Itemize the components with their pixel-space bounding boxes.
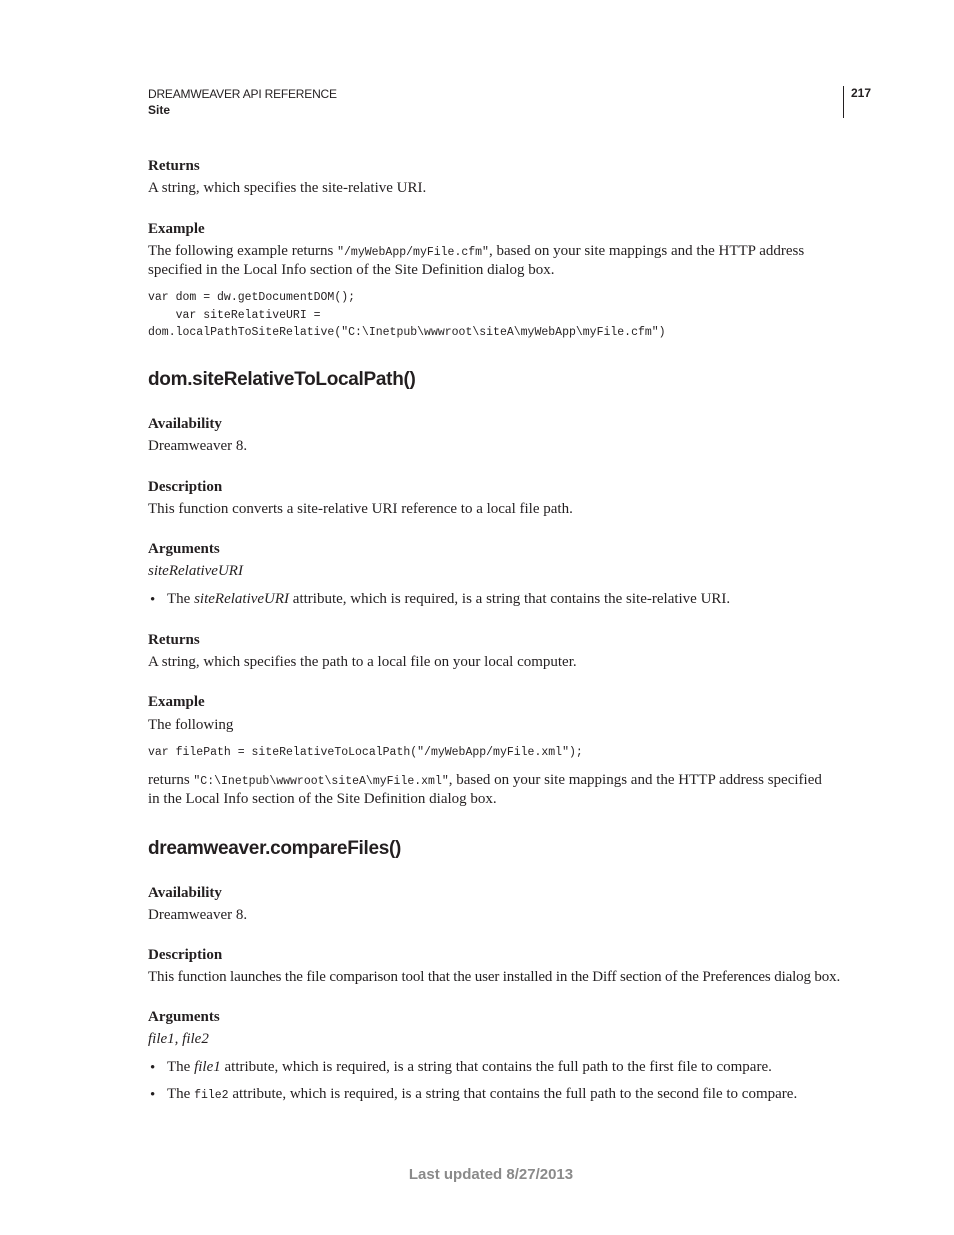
bullet-marker: • [150, 592, 156, 608]
description-text: This function converts a site-relative URI reference to a local file path. [148, 501, 573, 517]
bullet-item [167, 1086, 797, 1103]
availability-text: Dreamweaver 8. [148, 438, 248, 454]
bullet-item [167, 591, 730, 608]
section-heading: dreamweaver.compareFiles() [148, 838, 402, 859]
arguments-label: Arguments [148, 541, 220, 557]
example-result-line2: in the Local Info section of the Site Definition dialog box. [148, 791, 497, 807]
footer-last-updated: Last updated 8/27/2013 [408, 1166, 574, 1183]
running-header-section: Site [148, 103, 171, 117]
result-text-b: , based on your site mappings and the HTTP address specified [448, 772, 822, 788]
running-header-title: DREAMWEAVER API REFERENCE [148, 87, 337, 101]
bullet-text-a: The [167, 1086, 195, 1102]
example-paragraph-line2: specified in the Local Info section of the Site Definition dialog box. [148, 262, 555, 278]
example-text-b: , based on your site mappings and the HTTP address [488, 243, 805, 259]
example-inline-code: "/myWebApp/myFile.cfm" [337, 246, 489, 259]
availability-text: Dreamweaver 8. [148, 907, 248, 923]
bullet-marker: • [150, 1087, 156, 1103]
page-number: 217 [851, 86, 872, 100]
returns-text: A string, which specifies the site-relative URI. [148, 180, 427, 196]
bullet-text-a: The [167, 591, 195, 607]
availability-label: Availability [148, 885, 222, 901]
example-result-line1 [148, 771, 822, 791]
example-label: Example [148, 694, 205, 710]
returns-label: Returns [148, 632, 200, 648]
result-inline-code: "C:\Inetpub\wwwroot\siteA\myFile.xml" [193, 775, 449, 788]
arguments-text: siteRelativeURI [148, 563, 243, 579]
description-label: Description [148, 947, 223, 963]
example-paragraph-line1 [148, 242, 804, 262]
result-text-a: returns [148, 772, 194, 788]
code-block: var filePath = siteRelativeToLocalPath("/myWebApp/myFile.xml"); [148, 746, 583, 759]
header-divider [843, 86, 844, 118]
arguments-text: file1, file2 [148, 1031, 209, 1047]
bullet-marker: • [150, 1060, 156, 1076]
bullet-item [167, 1059, 772, 1076]
bullet-italic-term: siteRelativeURI [194, 591, 290, 607]
description-label: Description [148, 479, 223, 495]
example-intro: The following [148, 717, 234, 733]
returns-text: A string, which specifies the path to a local file on your local computer. [148, 654, 577, 670]
bullet-text-b: attribute, which is required, is a string that contains the site-relative URI. [289, 591, 731, 607]
description-text: This function launches the file comparison tool that the user installed in the Diff section of the Preferences dialog box. [148, 969, 841, 985]
availability-label: Availability [148, 416, 222, 432]
code-block: var dom = dw.getDocumentDOM(); var siteRelativeURI = dom.localPathToSiteRelative("C:\Inetpub\wwwroot\siteA\myWebApp\myFile.cfm") [148, 291, 666, 339]
bullet-text-a: The [167, 1059, 195, 1075]
bullet-italic-term: file1 [194, 1059, 221, 1075]
bullet-text-b: attribute, which is required, is a string that contains the full path to the first file to compare. [220, 1059, 772, 1075]
example-label: Example [148, 221, 205, 237]
bullet-text-b: attribute, which is required, is a string that contains the full path to the second file to compare. [228, 1086, 798, 1102]
arguments-label: Arguments [148, 1009, 220, 1025]
section-heading: dom.siteRelativeToLocalPath() [148, 369, 416, 390]
returns-label: Returns [148, 158, 200, 174]
example-text-a: The following example returns [148, 243, 338, 259]
bullet-inline-code: file2 [194, 1089, 229, 1102]
